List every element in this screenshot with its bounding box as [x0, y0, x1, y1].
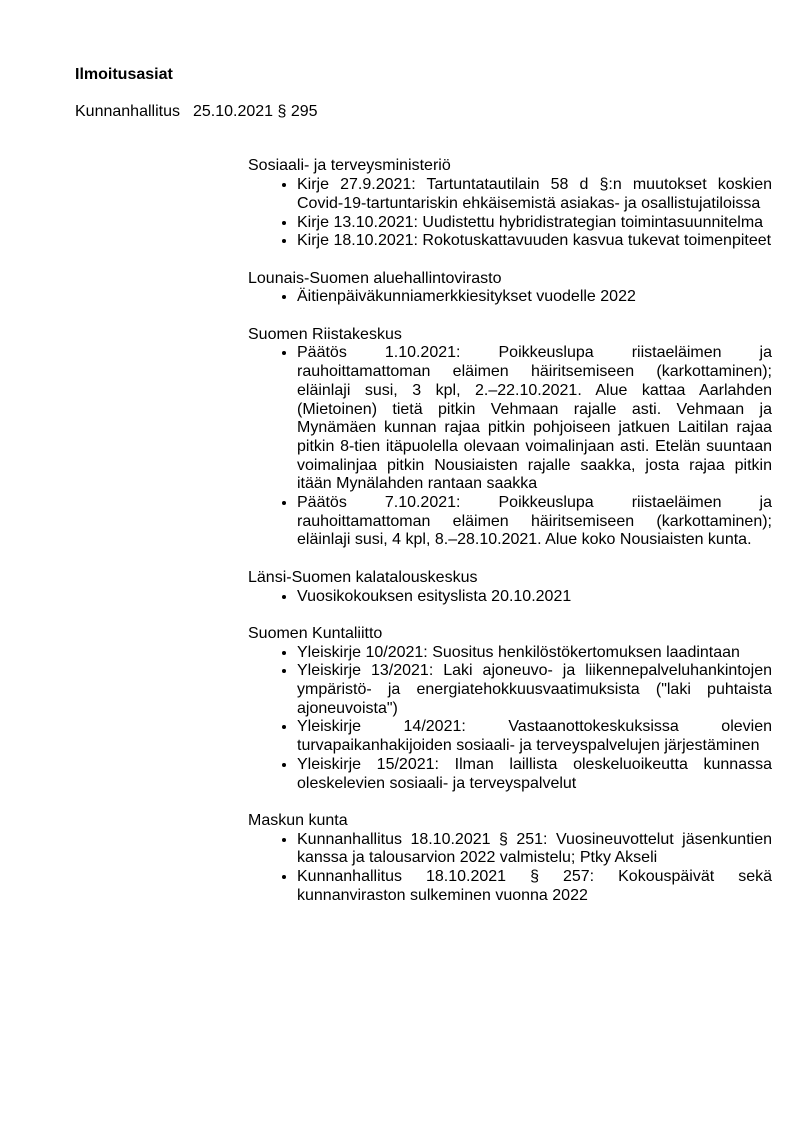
meeting-reference-line — [75, 103, 772, 122]
announcement-section — [248, 326, 772, 550]
section-heading: Sosiaali- ja terveysministeriö — [248, 157, 451, 175]
announcement-section — [248, 812, 772, 906]
bullet-item: • Päätös 1.10.2021: Poikkeuslupa riistaeläimen ja rauhoittamattoman eläimen häiritsemiseen (karkottaminen); eläinlaji susi, 3 kpl, 2.–22.10.2021. Alue kattaa Aarlahden (Mietoinen) tietä pitkin Vehmaan rajalle asti. Vehmaan ja Mynämäen kunnan rajaa pitkin pohjoiseen jatkuen Laitilan rajaa pitkin 8-tien itäpuolella olevaan voimalinjaan asti. Etelän suuntaan voimalinjaa pitkin Nousiaisten rajalle saakka, josta rajaa pitkin itään Mynälahden rantaan saakka — [297, 344, 772, 494]
section-item-list — [248, 288, 772, 307]
bullet-item: • Yleiskirje 13/2021: Laki ajoneuvo- ja liikennepalveluhankintojen ympäristö- ja energiatehokkuusvaatimuksista ("laki puhtaista ajoneuvoista") — [297, 662, 772, 718]
announcement-section — [248, 625, 772, 793]
sections-container — [248, 157, 772, 905]
section-item-list — [248, 644, 772, 794]
announcement-section — [248, 157, 772, 251]
announcement-section — [248, 270, 772, 307]
bullet-item: • Yleiskirje 14/2021: Vastaanottokeskuksissa olevien turvapaikanhakijoiden sosiaali- ja terveyspalvelujen järjestäminen — [297, 718, 772, 755]
page-title: Ilmoitusasiat — [75, 66, 173, 83]
section-heading: Suomen Kuntaliitto — [248, 624, 383, 642]
announcement-section — [248, 569, 772, 606]
bullet-item: • Kirje 27.9.2021: Tartuntatautilain 58 d §:n muutokset koskien Covid-19-tartuntariskin ehkäisemistä asiakas- ja osallistujatiloissa — [297, 176, 772, 213]
bullet-item: • Äitienpäiväkunniamerkkiesitykset vuodelle 2022 — [297, 288, 772, 307]
bullet-item: • Kunnanhallitus 18.10.2021 § 257: Kokouspäivät sekä kunnanviraston sulkeminen vuonna 2022 — [297, 868, 772, 905]
section-item-list — [248, 831, 772, 906]
bullet-item: • Päätös 7.10.2021: Poikkeuslupa riistaeläimen ja rauhoittamattoman eläimen häiritsemiseen (karkottaminen); eläinlaji susi, 4 kpl, 8.–28.10.2021. Alue koko Nousiaisten kunta. — [297, 494, 772, 550]
bullet-item: • Kirje 18.10.2021: Rokotuskattavuuden kasvua tukevat toimenpiteet — [297, 232, 772, 251]
meeting-body: Kunnanhallitus — [75, 102, 180, 120]
section-heading: Länsi-Suomen kalatalouskeskus — [248, 568, 478, 586]
section-item-list — [248, 588, 772, 607]
section-item-list — [248, 344, 772, 550]
announcements-list — [248, 157, 772, 905]
section-item-list — [248, 176, 772, 251]
meeting-date-paragraph: 25.10.2021 § 295 — [192, 102, 318, 120]
bullet-item: • Yleiskirje 15/2021: Ilman laillista oleskeluoikeutta kunnassa oleskelevien sosiaali- ja terveyspalvelut — [297, 756, 772, 793]
bullet-item: • Kirje 13.10.2021: Uudistettu hybridistrategian toimintasuunnitelma — [297, 214, 772, 233]
bullet-item: • Kunnanhallitus 18.10.2021 § 251: Vuosineuvottelut jäsenkuntien kanssa ja talousarvion 2022 valmistelu; Ptky Akseli — [297, 831, 772, 868]
bullet-item: • Vuosikokouksen esityslista 20.10.2021 — [297, 588, 772, 607]
section-heading: Suomen Riistakeskus — [248, 325, 402, 343]
section-heading: Maskun kunta — [248, 811, 348, 829]
bullet-item: • Yleiskirje 10/2021: Suositus henkilöstökertomuksen laadintaan — [297, 644, 772, 663]
section-heading: Lounais-Suomen aluehallintovirasto — [248, 269, 502, 287]
